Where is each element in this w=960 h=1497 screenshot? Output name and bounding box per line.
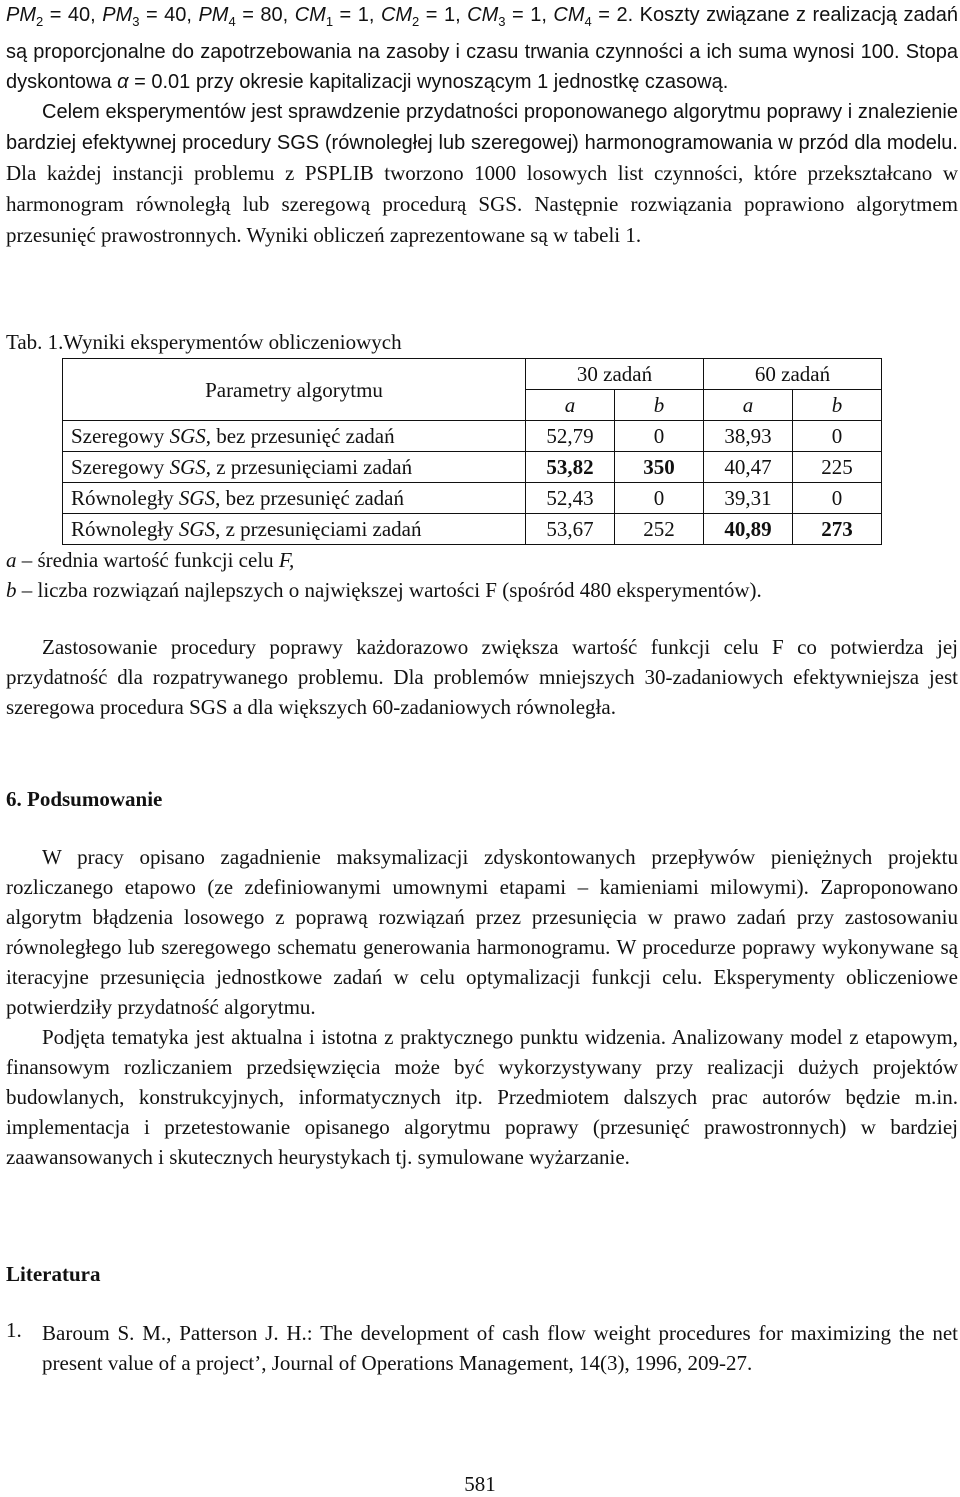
table-row — [63, 421, 882, 452]
param-text: = 0.01 przy okresie kapitalizacji wynoszącym 1 jednostkę czasową. — [128, 71, 729, 93]
legend-item: b – liczba rozwiązań najlepszych o największej wartości F (spośród 480 eksperymentów). — [6, 578, 762, 602]
table-cell: 38,93 — [704, 421, 793, 452]
table-cell: 0 — [793, 421, 882, 452]
experiments-text-serif: Dla każdej instancji problemu z PSPLIB tworzono 1000 losowych list czynności, które przekształcano w harmonogram równoległą lub szeregową procedurą SGS. Następnie rozwiązania poprawiono algorytmem przesunięć prawostronnych. Wyniki obliczeń zaprezentowane są w tabeli 1. — [6, 161, 958, 247]
reference-number: 1. — [6, 1318, 22, 1342]
param-symbol: PM — [6, 4, 36, 26]
param-text: Koszty związane z realizacją zadań są proporcjonalne do zapotrzebowania na zasoby i czasu trwania czynności a ich suma wynosi 100. Stopa dyskontowa — [6, 4, 959, 93]
conclusion-paragraph: Zastosowanie procedury poprawy każdorazowo zwiększa wartość funkcji celu F co potwierdza jej przydatność dla rozpatrywanego problemu. Dla problemów mniejszych 30-zadaniowych efektywniejsza jest szeregowa procedura SGS a dla większych 60-zadaniowych równoległa. — [6, 635, 958, 719]
param-symbol: PM — [102, 4, 133, 26]
param-text: = 2. — [591, 4, 634, 26]
row-label: Równoległy SGS, z przesunięciami zadań — [63, 514, 526, 545]
param-symbol: PM — [198, 4, 229, 26]
param-symbol: CM — [294, 4, 326, 26]
table-legend — [6, 545, 762, 605]
experiments-paragraph — [6, 97, 958, 251]
group-header-60: 60 zadań — [704, 359, 882, 390]
param-subscript: 2 — [412, 14, 420, 29]
table-cell: 350 — [615, 452, 704, 483]
table-cell: 52,79 — [526, 421, 615, 452]
intro-block — [6, 0, 958, 251]
param-subscript: 4 — [584, 14, 592, 29]
param-header: Parametry algorytmu — [63, 359, 526, 421]
param-text: = 40, — [43, 4, 103, 26]
param-symbol: CM — [467, 4, 499, 26]
table-cell: 0 — [615, 483, 704, 514]
param-subscript: 3 — [498, 14, 506, 29]
summary-paragraph-2: Podjęta tematyka jest aktualna i istotna z praktycznego punktu widzenia. Analizowany model z etapowym, finansowym rozliczaniem przedsięwzięcia może być wykorzystywany przy realizacji dużych projektów budowlanych, konstrukcyjnych, informatycznych itp. Przedmiotem dalszych prac autorów będzie m.in. implementacja i przetestowanie opisanego algorytmu poprawy (przesunięć prawostronnych) w bardziej zaawansowanych i skutecznych heurystykach tj. symulowane wyżarzanie. — [6, 1025, 958, 1169]
param-subscript: 1 — [325, 14, 334, 29]
experiments-text-sans: Celem eksperymentów jest sprawdzenie przydatności proponowanego algorytmu poprawy i znalezienie bardziej efektywnej procedury SGS (równoległej lub szeregowej) harmonogramowania w przód dla modelu. — [6, 101, 958, 154]
table-cell: 0 — [793, 483, 882, 514]
results-table — [62, 358, 882, 545]
reference-text: Baroum S. M., Patterson J. H.: The development of cash flow weight procedures for maximizing the net present value of a project’, Journal of Operations Management, 14(3), 1996, 209-27. — [42, 1321, 958, 1375]
table-cell: 225 — [793, 452, 882, 483]
alpha-symbol: α — [117, 71, 129, 93]
section-heading: 6. Podsumowanie — [6, 787, 163, 811]
legend-item: a – średnia wartość funkcji celu F, — [6, 548, 295, 572]
table-cell: 53,67 — [526, 514, 615, 545]
table-cell: 252 — [615, 514, 704, 545]
sub-header-a-30: a — [526, 390, 615, 421]
table-cell: 40,47 — [704, 452, 793, 483]
summary-paragraph-1: W pracy opisano zagadnienie maksymalizacji zdyskontowanych przepływów pieniężnych projektu rozliczanego etapowo (ze zdefiniowanymi umownymi etapami – kamieniami milowymi). Zaproponowano algorytm błądzenia losowego z poprawą rozwiązań przez przesunięcia w prawo zadań przy zastosowaniu równoległego lub szeregowego schematu generowania harmonogramu. W procedurze poprawy wykonywane są iteracyjne przesunięcia jednostkowe zadań w celu optymalizacji funkcji celu. Eksperymenty obliczeniowe potwierdziły przydatność algorytmu. — [6, 845, 958, 1019]
param-subscript: 3 — [132, 14, 140, 29]
param-text: = 1, — [333, 4, 381, 26]
param-text: = 40, — [139, 4, 199, 26]
parameters-paragraph — [6, 0, 958, 97]
param-symbol: CM — [380, 4, 413, 26]
sub-header-b-60: b — [793, 390, 882, 421]
conclusion-block — [6, 632, 958, 722]
param-text: = 1, — [505, 4, 554, 26]
table-cell: 39,31 — [704, 483, 793, 514]
param-subscript: 4 — [228, 14, 236, 29]
param-text: = 80, — [235, 4, 295, 26]
row-label: Szeregowy SGS, bez przesunięć zadań — [63, 421, 526, 452]
table-row — [63, 514, 882, 545]
table-row — [63, 452, 882, 483]
table-cell: 40,89 — [704, 514, 793, 545]
row-label: Równoległy SGS, bez przesunięć zadań — [63, 483, 526, 514]
param-subscript: 2 — [36, 14, 44, 29]
row-label: Szeregowy SGS, z przesunięciami zadań — [63, 452, 526, 483]
param-text: = 1, — [419, 4, 468, 26]
sub-header-a-60: a — [704, 390, 793, 421]
group-header-30: 30 zadań — [526, 359, 704, 390]
page-number: 581 — [464, 1472, 496, 1496]
table-row — [63, 483, 882, 514]
literature-heading: Literatura — [6, 1262, 101, 1286]
table-cell: 0 — [615, 421, 704, 452]
param-symbol: CM — [553, 4, 585, 26]
summary-block — [6, 842, 958, 1172]
table-cell: 52,43 — [526, 483, 615, 514]
table-cell: 273 — [793, 514, 882, 545]
sub-header-b-30: b — [615, 390, 704, 421]
table-caption: Tab. 1.Wyniki eksperymentów obliczeniowych — [6, 330, 402, 354]
table-cell: 53,82 — [526, 452, 615, 483]
reference-item — [6, 1318, 958, 1378]
